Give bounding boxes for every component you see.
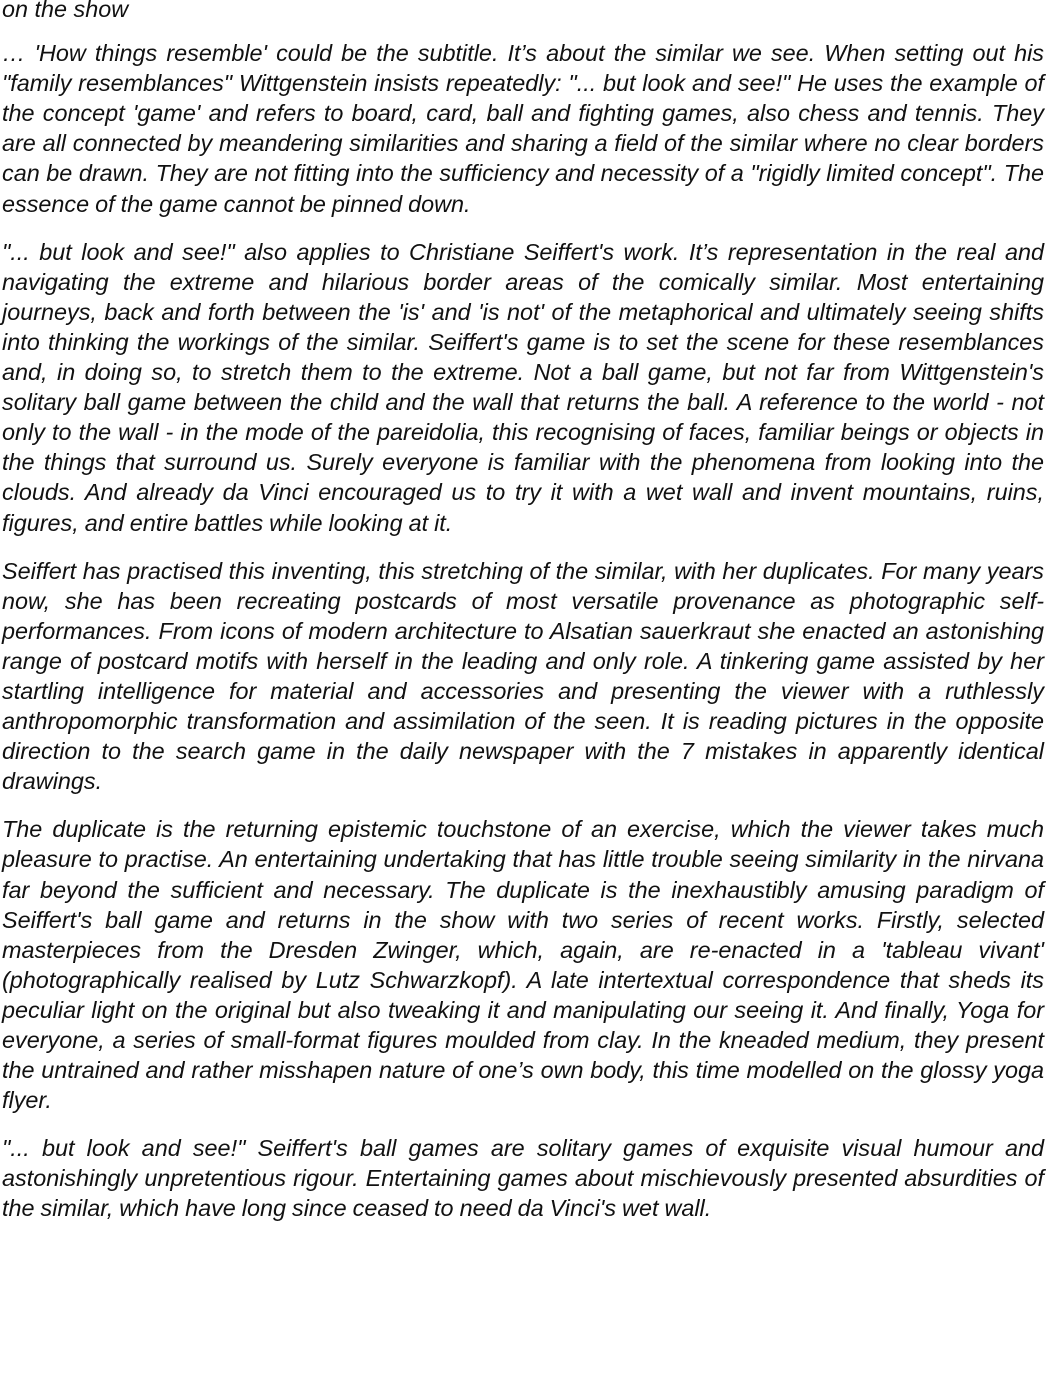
paragraph-2: "... but look and see!" also applies to Christiane Seiffert's work. It’s representation in the real and navigating the extreme and hilarious border areas of the comically similar. Most entertaining journeys, back and forth between the 'is' and 'is not' of the metaphorical and ultimately seeing shifts into thinking the workings of the similar. Seiffert's game is to set the scene for these resemblances and, in doing so, to stretch them to the extreme. Not a ball game, but not far from Wittgenstein's solitary ball game between the child and the wall that returns the ball. A reference to the world - not only to the wall - in the mode of the pareidolia, this recognising of faces, familiar beings or objects in the things that surround us. Surely everyone is familiar with the phenomena from looking into the clouds. And already da Vinci encouraged us to try it with a wet wall and invent mountains, ruins, figures, and entire battles while looking at it. [2,238,1044,536]
section-heading: on the show [2,0,129,22]
paragraph-1: … 'How things resemble' could be the subtitle. It’s about the similar we see. When setting out his "family resemblances" Wittgenstein insists repeatedly: "... but look and see!" He uses the example of the concept 'game' and refers to board, card, ball and fighting games, also chess and tennis. They are all connected by meandering similarities and sharing a field of the similar where no clear borders can be drawn. They are not fitting into the sufficiency and necessity of a "rigidly limited concept". The essence of the game cannot be pinned down. [2,40,1044,217]
paragraph-3: Seiffert has practised this inventing, this stretching of the similar, with her duplicates. For many years now, she has been recreating postcards of most versatile provenance as photographic self-performances. From icons of modern architecture to Alsatian sauerkraut she enacted an astonishing range of postcard motifs with herself in the leading and only role. A tinkering game assisted by her startling intelligence for material and accessories and presenting the viewer with a ruthlessly anthropomorphic transformation and assimilation of the seen. It is reading pictures in the opposite direction to the search game in the daily newspaper with the 7 mistakes in apparently identical drawings. [2,557,1044,795]
document-page [2,0,1044,1224]
paragraph-5: "... but look and see!" Seiffert's ball games are solitary games of exquisite visual humour and astonishingly unpretentious rigour. Entertaining games about mischievously presented absurdities of the similar, which have long since ceased to need da Vinci's wet wall. [2,1135,1044,1222]
paragraph-4: The duplicate is the returning epistemic touchstone of an exercise, which the viewer takes much pleasure to practise. An entertaining undertaking that has little trouble seeing similarity in the nirvana far beyond the sufficient and necessary. The duplicate is the inexhaustibly amusing paradigm of Seiffert's ball game and returns in the show with two series of recent works. Firstly, selected masterpieces from the Dresden Zwinger, which, again, are re-enacted in a 'tableau vivant' (photographically realised by Lutz Schwarzkopf). A late intertextual correspondence that sheds its peculiar light on the original but also tweaking it and manipulating our seeing it. And finally, Yoga for everyone, a series of small-format figures moulded from clay. In the kneaded medium, they present the untrained and rather misshapen nature of one’s own body, this time modelled on the glossy yoga flyer. [2,816,1044,1114]
